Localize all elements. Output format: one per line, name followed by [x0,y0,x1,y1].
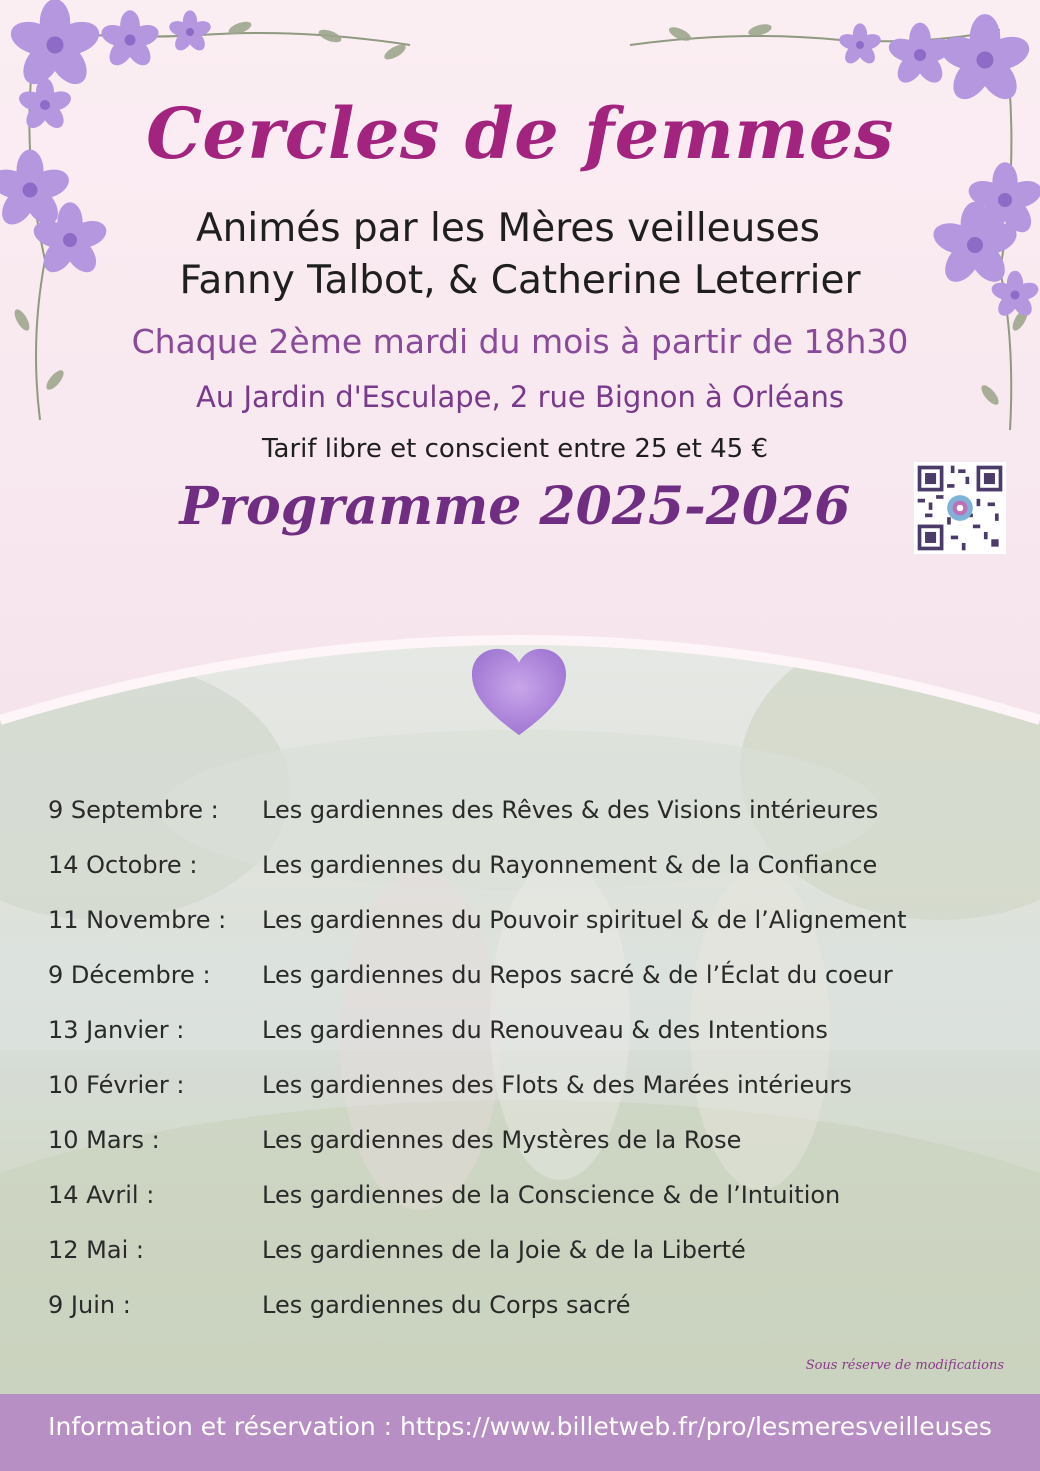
hosts-names: Fanny Talbot, & Catherine Leterrier [179,258,861,303]
program-date: 9 Décembre : [48,961,211,989]
program-row [48,953,1008,1008]
program-theme: Les gardiennes du Renouveau & des Intentions [262,1016,828,1044]
program-date: 11 Novembre : [48,906,227,934]
program-row [48,1063,1008,1118]
program-date: 14 Avril : [48,1181,155,1209]
program-theme: Les gardiennes de la Conscience & de l’Intuition [262,1181,841,1209]
hosts-line: Animés par les Mères veilleuses [195,206,821,251]
program-date: 10 Février : [48,1071,185,1099]
qr-code-icon[interactable] [914,462,1006,554]
program-theme: Les gardiennes du Corps sacré [262,1291,631,1319]
program-row [48,1283,1008,1338]
venue-text: Au Jardin d'Esculape, 2 rue Bignon à Orléans [196,380,844,414]
program-row [48,1008,1008,1063]
program-theme: Les gardiennes de la Joie & de la Liberté [262,1236,746,1264]
program-row [48,1173,1008,1228]
program-theme: Les gardiennes du Repos sacré & de l’Éclat du coeur [262,961,893,989]
program-row [48,843,1008,898]
program-date: 9 Septembre : [48,796,219,824]
program-theme: Les gardiennes des Flots & des Marées intérieurs [262,1071,852,1099]
program-row [48,788,1008,843]
disclaimer: Sous réserve de modifications [805,1358,1004,1373]
program-list [48,788,1008,1338]
program-theme: Les gardiennes du Rayonnement & de la Confiance [262,851,878,879]
program-date: 10 Mars : [48,1126,160,1154]
schedule-text: Chaque 2ème mardi du mois à partir de 18h30 [131,322,909,361]
program-row [48,1228,1008,1283]
heart-icon [470,646,568,738]
program-theme: Les gardiennes du Pouvoir spirituel & de l’Alignement [262,906,907,934]
page-title: Cercles de femmes [146,92,894,175]
program-date: 12 Mai : [48,1236,144,1264]
reservation-link[interactable]: Information et réservation : https://www.billetweb.fr/pro/lesmeresveilleuses [48,1412,992,1441]
program-theme: Les gardiennes des Mystères de la Rose [262,1126,742,1154]
program-row [48,1118,1008,1173]
program-theme: Les gardiennes des Rêves & des Visions intérieures [262,796,879,824]
footer-bar [0,1394,1040,1471]
program-date: 14 Octobre : [48,851,198,879]
program-date: 9 Juin : [48,1291,131,1319]
program-date: 13 Janvier : [48,1016,185,1044]
program-row [48,898,1008,953]
price-text: Tarif libre et conscient entre 25 et 45 € [261,434,769,464]
program-title: Programme 2025-2026 [179,476,851,537]
